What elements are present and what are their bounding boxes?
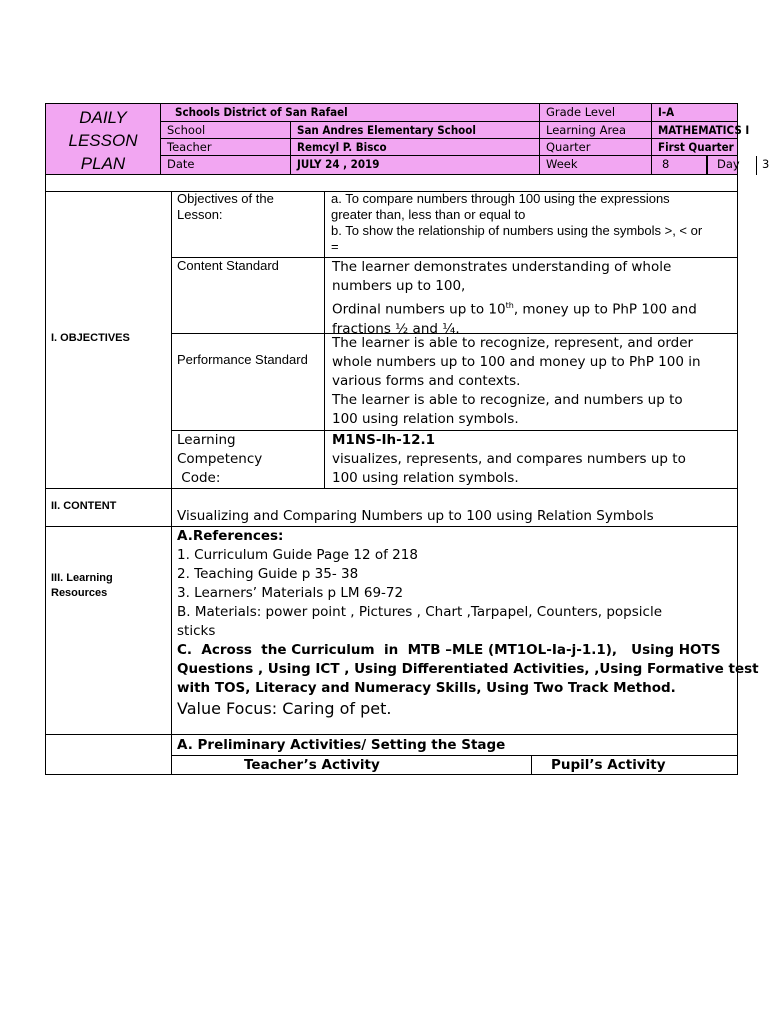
objectives-text-line: =	[331, 239, 339, 254]
ordinal-sup: th	[505, 301, 514, 310]
value-focus: Value Focus: Caring of pet.	[177, 699, 392, 718]
competency-label-line: Competency	[177, 451, 263, 467]
objectives-text-line: greater than, less than or equal to	[331, 207, 526, 222]
date-label: Date	[161, 156, 291, 175]
content-standard-label: Content Standard	[177, 258, 279, 273]
content-standard-line	[332, 296, 697, 320]
school-value: San Andres Elementary School	[291, 122, 540, 139]
competency-line: visualizes, represents, and compares numbers up to	[332, 451, 686, 467]
teacher-activity-header: Teacher’s Activity	[244, 757, 380, 773]
performance-line: The learner is able to recognize, and numbers up to	[332, 392, 683, 408]
objectives-text-line: a. To compare numbers through 100 using the expressions	[331, 191, 670, 206]
competency-line: 100 using relation symbols.	[332, 470, 519, 486]
ordinal-text: Ordinal numbers up to 10	[332, 301, 506, 318]
column-divider	[171, 191, 172, 775]
dlp-title	[46, 104, 161, 175]
dlp-title-line: LESSON	[68, 131, 138, 150]
week-value: 8	[652, 156, 707, 175]
school-label: School	[161, 122, 291, 139]
money-text: , money up to PhP 100 and	[513, 301, 697, 318]
grade-level-value: I-A	[652, 104, 738, 122]
performance-standard-label: Performance Standard	[177, 352, 308, 367]
teacher-label: Teacher	[161, 139, 291, 156]
performance-line: The learner is able to recognize, represent, and order	[332, 335, 694, 351]
competency-code: M1NS-Ih-12.1	[332, 432, 435, 448]
performance-line: various forms and contexts.	[332, 373, 521, 389]
preliminary-activities: A. Preliminary Activities/ Setting the Stage	[177, 737, 506, 753]
content-standard-line: numbers up to 100,	[332, 278, 466, 294]
row-divider	[45, 488, 738, 489]
objectives-label-line: Lesson:	[177, 207, 223, 222]
performance-line: whole numbers up to 100 and money up to PhP 100 in	[332, 354, 701, 370]
objectives-label-line: Objectives of the	[177, 191, 274, 206]
school-district: Schools District of San Rafael	[161, 104, 540, 122]
learning-area-label: Learning Area	[540, 122, 652, 139]
day-value: 3	[762, 157, 770, 171]
dlp-title-line: DAILY	[79, 108, 127, 127]
competency-label	[177, 431, 262, 488]
column-divider	[531, 755, 532, 775]
competency-label-line: Learning	[177, 432, 236, 448]
content-standard-line: fractions ½ and ¼.	[332, 320, 460, 337]
content-standard-text	[332, 258, 697, 339]
day-label: Day	[707, 156, 757, 175]
row-divider	[45, 734, 738, 735]
materials-line: B. Materials: power point , Pictures , Chart ,Tarpapel, Counters, popsicle	[177, 604, 663, 620]
date-value: JULY 24 , 2019	[291, 156, 540, 175]
resources-block	[177, 527, 759, 720]
across-curriculum-line: Questions , Using ICT , Using Differentiated Activities, ,Using Formative test	[177, 661, 759, 677]
objectives-text	[331, 191, 702, 255]
section-resources-2: Resources	[51, 587, 108, 599]
materials-line: sticks	[177, 623, 216, 639]
grade-level-label: Grade Level	[540, 104, 652, 122]
performance-line: 100 using relation symbols.	[332, 411, 519, 427]
column-divider	[324, 191, 325, 488]
section-resources-1: III. Learning	[51, 572, 113, 584]
week-label: Week	[540, 156, 652, 175]
quarter-value: First Quarter	[652, 139, 738, 156]
across-curriculum-line: C. Across the Curriculum in MTB –MLE (MT1OL-Ia-j-1.1), Using HOTS	[177, 642, 721, 658]
reference-item: 3. Learners’ Materials p LM 69-72	[177, 585, 404, 601]
teacher-value: Remcyl P. Bisco	[291, 139, 540, 156]
competency-text	[332, 431, 686, 488]
references-label: A.References:	[177, 528, 284, 544]
header-table	[45, 103, 770, 175]
dlp-title-line: PLAN	[80, 154, 126, 173]
quarter-label: Quarter	[540, 139, 652, 156]
section-objectives: I. OBJECTIVES	[51, 332, 130, 344]
pupil-activity-header: Pupil’s Activity	[551, 757, 666, 773]
reference-item: 2. Teaching Guide p 35- 38	[177, 566, 359, 582]
learning-area-value: MATHEMATICS I	[652, 122, 738, 139]
competency-label-line: Code:	[177, 470, 221, 486]
reference-item: 1. Curriculum Guide Page 12 of 218	[177, 547, 418, 563]
across-curriculum-line: with TOS, Literacy and Numeracy Skills, Using Two Track Method.	[177, 680, 676, 696]
section-content: II. CONTENT	[51, 500, 117, 512]
content-text: Visualizing and Comparing Numbers up to 100 using Relation Symbols	[177, 508, 654, 524]
content-standard-line: The learner demonstrates understanding of whole	[332, 259, 672, 275]
performance-standard-text	[332, 334, 701, 429]
objectives-label	[177, 191, 274, 223]
objectives-text-line: b. To show the relationship of numbers using the symbols >, < or	[331, 223, 703, 238]
